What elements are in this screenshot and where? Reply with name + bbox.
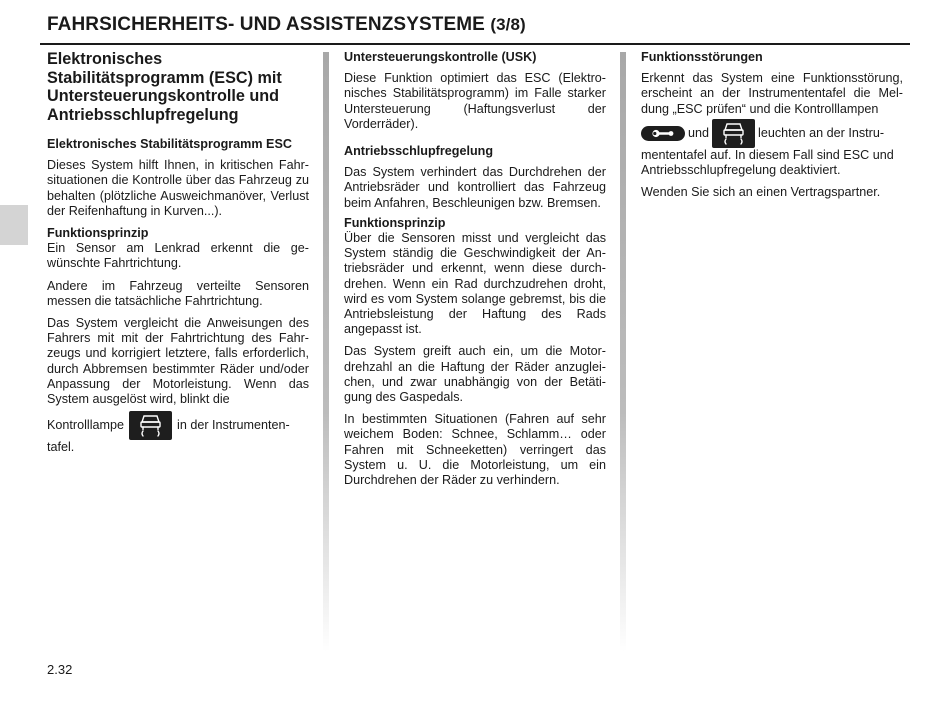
section-heading: Elektronisches Stabilitätsprogramm (ESC) mit Untersteuerungskontrolle und Antriebsschlupfregelung [47, 50, 282, 124]
title-rule [40, 43, 910, 45]
esc-heading: Elektronisches Stabilitätsprogramm ESC [47, 137, 292, 151]
asr-principle-paragraph-3: In bestimmten Situationen (Fahren auf sehr weichem Boden: Schnee, Schlamm… oder Fahren mit Schneeketten) verringert das System u. U. die Motorleistung, um ein Durchdrehen der Räder zu verhindern. [344, 412, 606, 488]
usk-paragraph: Diese Funktion optimiert das ESC (Elektronisches Stabilitätsprogramm) im Falle starker Untersteuerung (Haftungsverlust der Vorderräder). [344, 71, 606, 131]
column-divider-right [620, 52, 626, 652]
principle-heading-left: Funktionsprinzip [47, 226, 149, 241]
fault-lamps-paragraph [641, 119, 903, 178]
asr-paragraph: Das System verhindert das Durchdrehen der Antriebsräder und kontrolliert das Fahrzeug beim Anfahren, Beschleunigen bzw. Bremsen. [344, 165, 606, 210]
fault-heading: Funktionsstörungen [641, 50, 763, 64]
principle-paragraph-2: Andere im Fahrzeug verteilte Sensoren messen die tatsächliche Fahrtrichtung. [47, 278, 309, 308]
column-divider-left [323, 52, 329, 652]
page-title-text: FAHRSICHERHEITS- UND ASSISTENZSYSTEME [47, 14, 485, 35]
esc-warning-lamp-icon [129, 411, 172, 440]
usk-heading: Untersteuerungskontrolle (USK) [344, 50, 537, 64]
column-right [641, 50, 903, 207]
and-word: und [688, 125, 710, 140]
contact-paragraph: Wenden Sie sich an einen Vertragspartner. [641, 185, 881, 200]
column-left [47, 50, 309, 462]
lamp-text-after: in der Instrumententafel. [47, 418, 290, 455]
wrench-service-icon [641, 126, 685, 141]
page-number: 2.32 [47, 662, 73, 677]
page-title [47, 14, 526, 36]
asr-principle-paragraph-1: Über die Sensoren misst und vergleicht das System ständig die Geschwindigkeit der Antriebsräder und erkennt, wenn diese durchdrehen. Wenn ein Rad durchzudrehen droht, wird es vom System solange gebremst, bis die Antriebsleistung der Haftung des Rads angepasst ist. [344, 231, 606, 337]
lamp-text-before: Kontrolllampe [47, 418, 125, 433]
asr-heading: Antriebsschlupfregelung [344, 144, 494, 159]
page-indicator: (3/8) [490, 15, 526, 34]
principle-paragraph-3: Das System vergleicht die Anweisungen des Fahrers mit mit der Fahrtrichtung des Fahrzeugs und korrigiert letztere, falls erforderlich, durch Abbremsen bestimmter Räder und/oder Anpassung der Motorleistung. Wenn das System ausgelöst wird, blinkt die [47, 316, 309, 407]
esc-paragraph: Dieses System hilft Ihnen, in kritischen Fahrsituationen die Kontrolle über das Fahrzeug zu behalten (plötzliche Ausweichmanöver, Verlust der Reifenhaftung in Kurven...). [47, 158, 309, 218]
column-middle [344, 50, 606, 495]
principle-paragraph-1: Ein Sensor am Lenkrad erkennt die gewünschte Fahrtrichtung. [47, 241, 309, 271]
esc-warning-lamp-icon [712, 119, 755, 148]
chapter-tab-marker [0, 205, 28, 245]
fault-paragraph: Erkennt das System eine Funktionsstörung, erscheint an der Instrumententafel die Meldung „ESC prüfen“ und die Kontrolllampen [641, 71, 903, 116]
asr-principle-paragraph-2: Das System greift auch ein, um die Motordrehzahl an die Haftung der Räder anzugleichen, und zwar unabhängig von der Betätigung des Gaspedals. [344, 344, 606, 405]
lamps-text: leuchten an der Instrumententafel auf. In diesem Fall sind ESC und Antriebsschlupfregelung deaktiviert. [641, 125, 894, 178]
lamp-paragraph [47, 411, 309, 455]
principle-heading-middle: Funktionsprinzip [344, 215, 446, 230]
